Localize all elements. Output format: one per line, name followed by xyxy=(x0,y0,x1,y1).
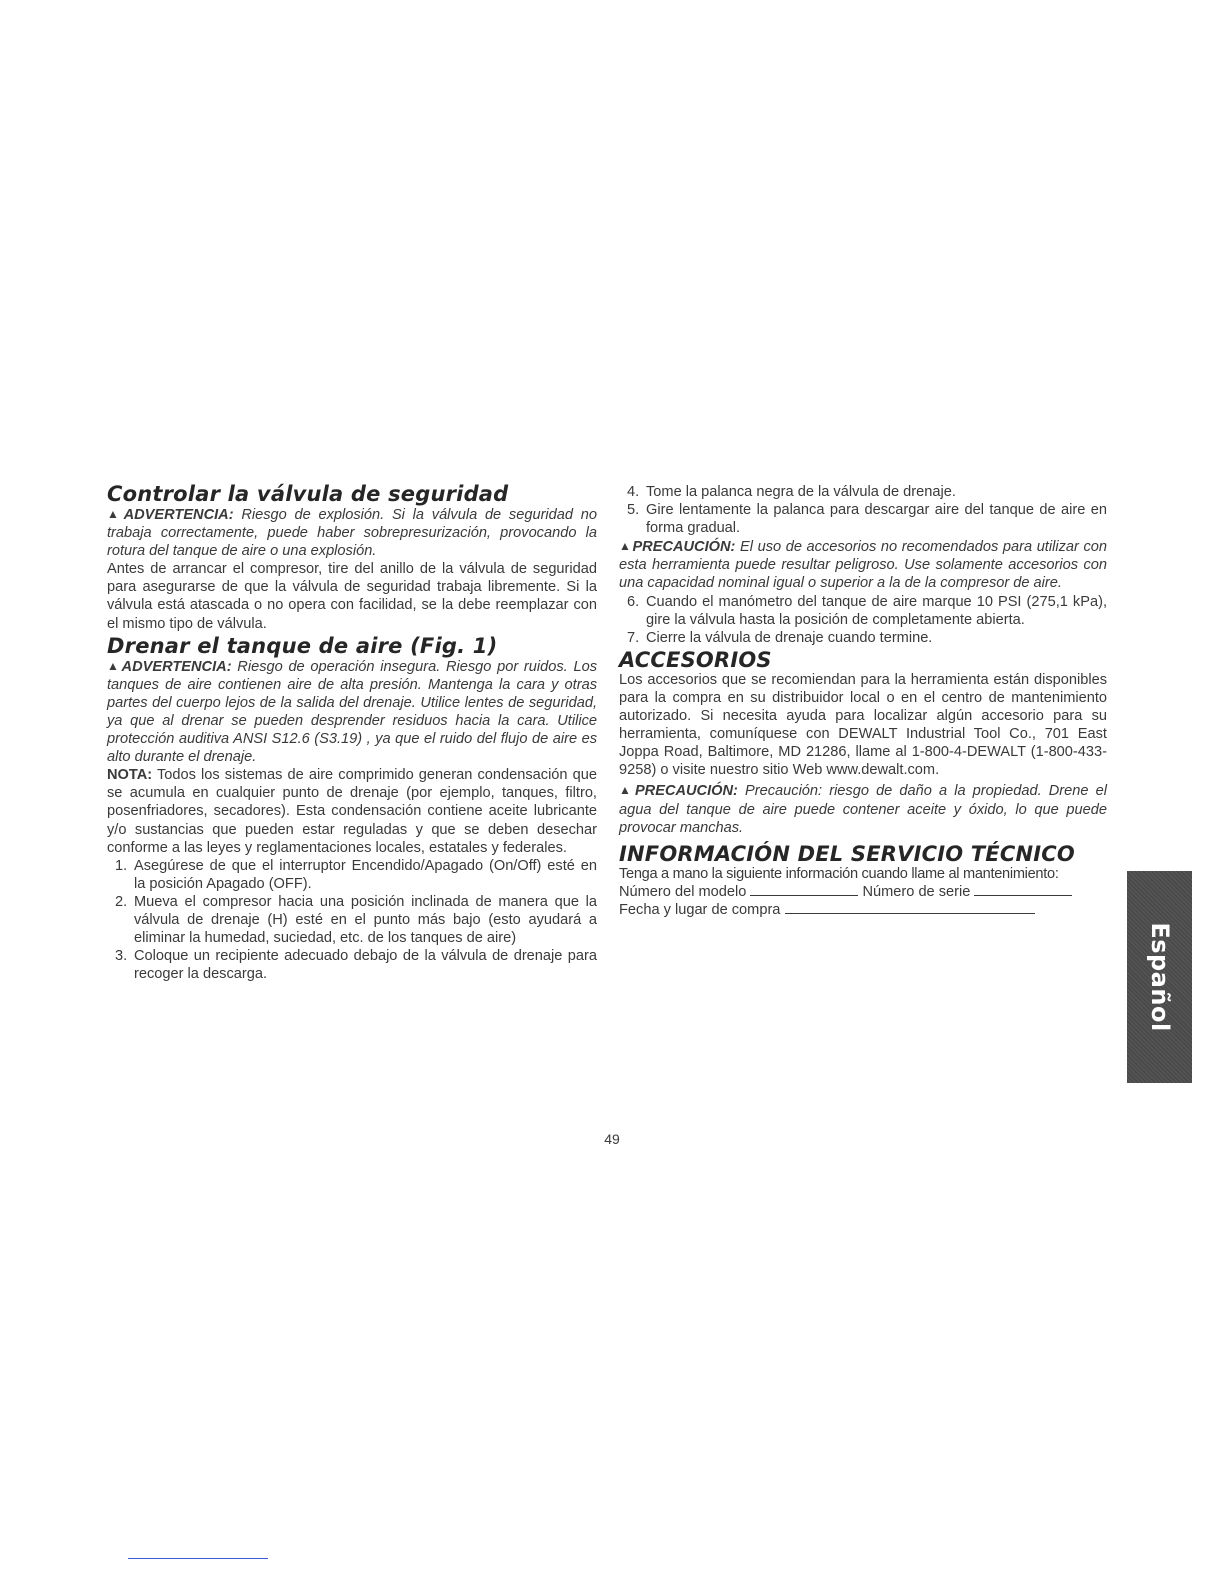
caution-label: PRECAUCIÓN: xyxy=(632,539,736,556)
section-heading-safety-valve: Controlar la válvula de seguridad xyxy=(107,482,509,506)
model-number-label: Número del modelo xyxy=(619,883,747,900)
step-number: 1. xyxy=(115,857,128,874)
drain-steps-list xyxy=(107,857,597,984)
list-item xyxy=(619,501,1107,537)
step-text: Asegúrese de que el interruptor Encendido/Apagado (On/Off) esté en la posición Apagado (OFF). xyxy=(134,857,597,892)
purchase-date-blank xyxy=(785,903,1035,914)
model-serial-row xyxy=(619,883,1107,901)
warning-label: ADVERTENCIA: xyxy=(123,507,234,523)
list-item xyxy=(619,483,1107,501)
list-item xyxy=(107,947,597,983)
warning-unsafe-operation xyxy=(107,657,597,767)
drain-steps-list-continued xyxy=(619,483,1107,537)
paragraph-service-info: Tenga a mano la siguiente información cuando llame al mantenimiento: xyxy=(619,865,1059,882)
step-text: Mueva el compresor hacia una posición inclinada de manera que la válvula de drenaje (H) esté en el punto más bajo (esto ayudará a eliminar la humedad, suciedad, etc. de los tanques de aire) xyxy=(134,893,597,947)
drain-steps-list-final xyxy=(619,593,1107,647)
list-item xyxy=(619,593,1107,629)
section-heading-accessories: ACCESORIOS xyxy=(619,647,772,672)
footer-divider xyxy=(128,1558,268,1559)
model-number-blank xyxy=(750,885,858,896)
caution-text: El uso de accesorios no recomendados para utilizar con esta herramienta puede resultar peligroso. Use solamente accesorios con una capacidad nominal igual o superior a la de la compresor de aire. xyxy=(619,539,1107,592)
step-text: Cierre la válvula de drenaje cuando termine. xyxy=(646,629,933,646)
step-number: 5. xyxy=(627,502,640,519)
warning-text: Riesgo de operación insegura. Riesgo por ruidos. Los tanques de aire contienen aire de alta presión. Mantenga la cara y otras partes del cuerpo lejos de la salida del drenaje. Utilice lentes de seguridad, ya que al drenar se pueden desprender residuos hacia la cara. Utilice protección auditiva ANSI S12.6 (S3.19) , ya que el ruido del flujo de aire es alto durante el drenaje. xyxy=(107,658,597,766)
right-column xyxy=(619,483,1107,919)
left-column xyxy=(107,483,597,983)
warning-text: Riesgo de explosión. Si la válvula de seguridad no trabaja correctamente, puede haber sobrepresurización, provocando la rotura del tanque de aire o una explosión. xyxy=(107,507,597,560)
warning-triangle-icon: ▲ xyxy=(107,658,121,673)
step-number: 4. xyxy=(627,484,640,500)
warning-triangle-icon: ▲ xyxy=(107,507,123,521)
language-side-tab xyxy=(1127,871,1192,1083)
serial-number-label: Número de serie xyxy=(862,883,971,900)
step-number: 7. xyxy=(627,629,640,646)
purchase-date-row xyxy=(619,901,1107,919)
purchase-date-label: Fecha y lugar de compra xyxy=(619,901,781,918)
caution-accessories xyxy=(619,537,1107,592)
page-number: 49 xyxy=(604,1131,620,1147)
list-item xyxy=(107,857,597,893)
caution-label: PRECAUCIÓN: xyxy=(634,783,738,800)
language-tab-label: Español xyxy=(1145,922,1174,1032)
step-text: Gire lentamente la palanca para descargar aire del tanque de aire en forma gradual. xyxy=(646,502,1107,537)
section-heading-drain-tank: Drenar el tanque de aire (Fig. 1) xyxy=(107,633,498,658)
paragraph-accessories: Los accesorios que se recomiendan para la herramienta están disponibles para la compra en su distribuidor local o en el centro de mantenimiento autorizado. Si necesita ayuda para localizar algún accesorio para su herramienta, comuníquese con DEWALT Industrial Tool Co., 701 East Joppa Road, Baltimore, MD 21286, llame al 1-800-4-DEWALT (1-800-433-9258) o visite nuestro sitio Web www.dewalt.com. xyxy=(619,671,1107,779)
step-text: Coloque un recipiente adecuado debajo de la válvula de drenaje para recoger la descarga. xyxy=(134,948,597,983)
warning-triangle-icon: ▲ xyxy=(619,783,634,798)
note-label: NOTA: xyxy=(107,767,153,784)
note-paragraph xyxy=(107,766,597,856)
step-text: Tome la palanca negra de la válvula de drenaje. xyxy=(646,484,956,500)
list-item xyxy=(107,893,597,947)
step-text: Cuando el manómetro del tanque de aire marque 10 PSI (275,1 kPa), gire la válvula hasta la posición de completamente abierta. xyxy=(646,593,1107,628)
paragraph-safety-valve: Antes de arrancar el compresor, tire del anillo de la válvula de seguridad para asegurarse de que la válvula de seguridad trabaja libremente. Si la válvula está atascada o no opera con facilidad, se la debe reemplazar con el mismo tipo de válvula. xyxy=(107,561,597,632)
caution-property-damage xyxy=(619,781,1107,836)
note-text: Todos los sistemas de aire comprimido generan condensación que se acumula en cualquier punto de drenaje (por ejemplo, tanques, filtro, posenfriadores, secadores). Esta condensación contiene aceite lubricante y/o sustancias que pueden estar reguladas y que se deben desechar conforme a las leyes y reglamentaciones locales, estatales y federales. xyxy=(107,767,597,856)
warning-label: ADVERTENCIA: xyxy=(121,658,232,675)
serial-number-blank xyxy=(974,885,1072,896)
step-number: 2. xyxy=(115,893,128,910)
warning-triangle-icon: ▲ xyxy=(619,539,632,554)
warning-explosion xyxy=(107,505,597,560)
step-number: 3. xyxy=(115,948,128,965)
caution-text: Precaución: riesgo de daño a la propiedad. Drene el agua del tanque de aire puede contener aceite y óxido, lo que puede provocar manchas. xyxy=(619,783,1107,836)
list-item xyxy=(619,629,1107,647)
step-number: 6. xyxy=(627,593,640,610)
section-heading-service-info: INFORMACIÓN DEL SERVICIO TÉCNICO xyxy=(619,841,1075,866)
